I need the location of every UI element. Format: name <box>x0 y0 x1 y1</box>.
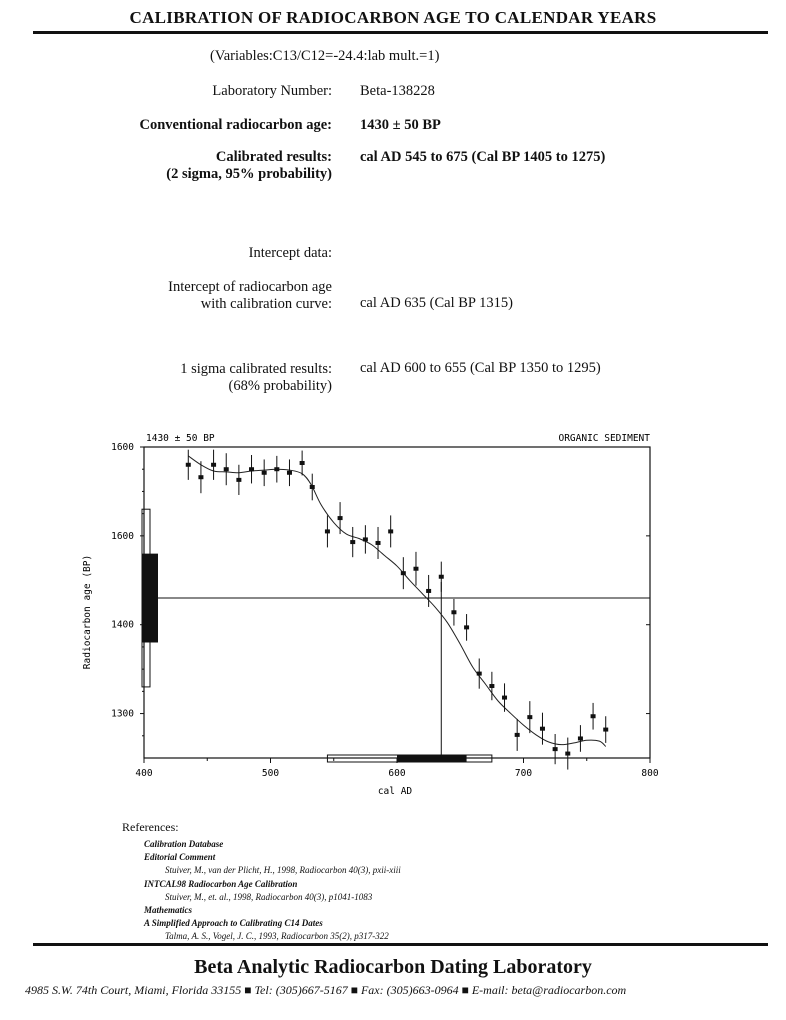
data-marker <box>401 571 406 575</box>
data-marker <box>540 727 545 731</box>
lab-number-value: Beta-138228 <box>360 83 435 99</box>
reference-heading: Calibration Database <box>144 839 224 849</box>
data-marker <box>527 715 532 719</box>
data-point <box>565 738 570 770</box>
conv-age-label: Conventional radiocarbon age: <box>139 117 332 133</box>
data-marker <box>451 610 456 614</box>
data-point <box>274 456 279 483</box>
data-point <box>553 734 558 764</box>
intercept-header: Intercept data: <box>248 245 332 261</box>
data-marker <box>439 575 444 579</box>
reference-heading: Editorial Comment <box>144 852 216 863</box>
data-point <box>413 552 418 586</box>
footer-rule <box>33 943 768 946</box>
data-point <box>401 557 406 589</box>
variables-text: (Variables:C13/C12=-24.4:lab mult.=1) <box>210 48 440 64</box>
chart-title: 1430 ± 50 BP <box>146 433 215 444</box>
calibrated-label: Calibrated results: <box>215 149 332 165</box>
data-point <box>439 562 444 592</box>
data-marker <box>287 471 292 475</box>
reference-heading: A Simplified Approach to Calibrating C14 Dates <box>144 918 323 929</box>
intercept-value: cal AD 635 (Cal BP 1315) <box>360 295 513 311</box>
lab-address: 4985 S.W. 74th Court, Miami, Florida 33155 ■ Tel: (305)667-5167 ■ Fax: (305)663-0964 ■ E-mail: beta@radiocarbon.com <box>25 983 627 997</box>
data-point <box>376 527 381 559</box>
data-marker <box>515 733 520 737</box>
y-axis-label: Radiocarbon age (BP) <box>82 554 93 670</box>
data-marker <box>388 529 393 533</box>
data-point <box>363 525 368 553</box>
data-marker <box>578 736 583 740</box>
data-point <box>477 658 482 688</box>
conv-age-value: 1430 ± 50 BP <box>360 117 441 133</box>
calibration-chart <box>70 428 670 800</box>
data-marker <box>553 747 558 751</box>
reference-citation: Stuiver, M., van der Plicht, H., 1998, Radiocarbon 40(3), pxii-xiii <box>165 865 401 876</box>
plot-frame <box>144 447 650 758</box>
data-marker <box>350 540 355 544</box>
one-sigma-sub-label: (68% probability) <box>228 378 332 394</box>
data-marker <box>502 696 507 700</box>
data-point <box>262 459 267 486</box>
data-point <box>578 725 583 752</box>
data-point <box>300 451 305 476</box>
y-tick-label: 1400 <box>111 619 134 631</box>
data-marker <box>477 672 482 676</box>
data-marker <box>489 684 494 688</box>
reference-heading: INTCAL98 Radiocarbon Age Calibration <box>144 878 298 889</box>
data-point <box>249 455 254 483</box>
data-point <box>388 515 393 547</box>
x-tick-label: 600 <box>388 768 406 779</box>
data-marker <box>274 467 279 471</box>
data-marker <box>591 714 596 718</box>
data-marker <box>211 463 216 467</box>
data-marker <box>565 752 570 756</box>
data-point <box>502 683 507 711</box>
calibrated-sub-label: (2 sigma, 95% probability) <box>166 166 332 182</box>
data-marker <box>186 463 191 467</box>
data-point <box>515 719 520 751</box>
x-tick-label: 400 <box>135 768 153 779</box>
page-title: CALIBRATION OF RADIOCARBON AGE TO CALENDAR YEARS <box>129 8 657 27</box>
data-point <box>287 459 292 486</box>
data-marker <box>464 625 469 629</box>
data-point <box>591 703 596 730</box>
y-tick-label: 1600 <box>111 530 134 542</box>
data-marker <box>310 485 315 489</box>
chart-subtitle: ORGANIC SEDIMENT <box>558 433 650 444</box>
reference-citation: Stuiver, M., et. al., 1998, Radiocarbon 40(3), p1041-1083 <box>165 891 373 902</box>
data-point <box>451 599 456 626</box>
intercept-label-1: Intercept of radiocarbon age <box>168 279 332 295</box>
x-tick-label: 500 <box>261 768 280 779</box>
title-rule <box>33 31 768 34</box>
y-tick-label: 1600 <box>111 442 134 453</box>
data-point <box>603 716 608 743</box>
data-point <box>464 614 469 641</box>
one-sigma-value: cal AD 600 to 655 (Cal BP 1350 to 1295) <box>360 360 601 376</box>
lab-number-label: Laboratory Number: <box>212 83 332 99</box>
data-point <box>325 515 330 547</box>
references-header: References: <box>122 820 179 834</box>
calibration-curve <box>188 456 605 747</box>
data-marker <box>236 478 241 482</box>
data-marker <box>198 475 203 479</box>
calibrated-value: cal AD 545 to 675 (Cal BP 1405 to 1275) <box>360 149 606 165</box>
lab-name: Beta Analytic Radiocarbon Dating Laboratory <box>194 956 592 978</box>
x-axis-label: cal AD <box>377 786 413 797</box>
y-tick-label: 1300 <box>111 708 134 720</box>
x-tick-label: 700 <box>514 768 533 779</box>
data-marker <box>413 567 418 571</box>
one-sigma-label: 1 sigma calibrated results: <box>180 361 332 377</box>
reference-heading: Mathematics <box>144 905 193 915</box>
data-marker <box>224 467 229 471</box>
reference-citation: Talma, A. S., Vogel, J. C., 1993, Radiocarbon 35(2), p317-322 <box>165 931 389 942</box>
data-point <box>236 465 241 495</box>
data-marker <box>603 728 608 732</box>
data-marker <box>325 529 330 533</box>
intercept-label-2: with calibration curve: <box>200 296 332 312</box>
data-point <box>186 450 191 480</box>
data-marker <box>338 516 343 520</box>
data-point <box>224 453 229 485</box>
data-marker <box>249 467 254 471</box>
data-marker <box>262 471 267 475</box>
data-point <box>350 527 355 557</box>
data-point <box>310 474 315 501</box>
data-marker <box>363 537 368 541</box>
data-marker <box>426 589 431 593</box>
data-point <box>211 450 216 480</box>
data-marker <box>376 541 381 545</box>
data-point <box>338 502 343 534</box>
data-marker <box>300 461 305 465</box>
x-tick-label: 800 <box>641 768 659 779</box>
